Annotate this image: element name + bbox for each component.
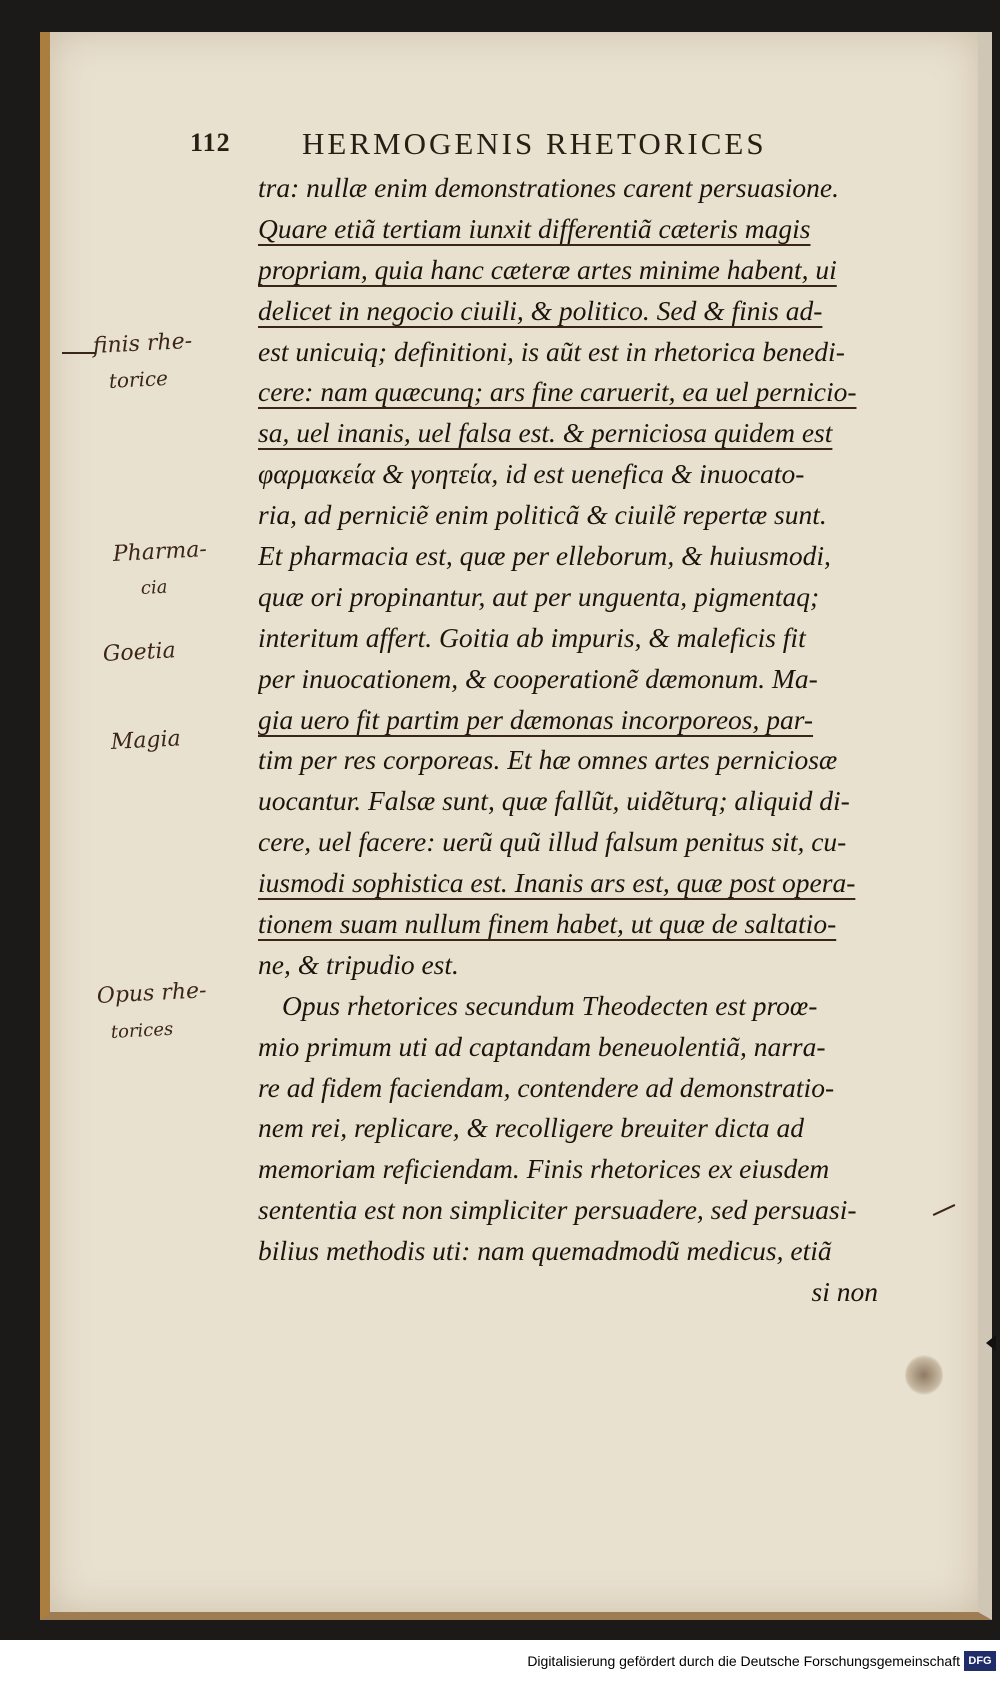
margin-note: Goetia (102, 638, 177, 667)
text-line: per inuocationem, & cooperationẽ dæmonum. Ma- (258, 662, 818, 694)
margin-note: finis rhe- (92, 328, 193, 359)
text-line: Et pharmacia est, quæ per elleborum, & huiusmodi, (258, 540, 831, 572)
text-line: memoriam reficiendam. Finis rhetorices ex eiusdem (258, 1153, 830, 1185)
text-line: nem rei, replicare, & recolligere breuiter dicta ad (258, 1112, 805, 1144)
running-title: HERMOGENIS RHETORICES (302, 126, 767, 161)
text-line: φαρμακεία & γοητεία, id est uenefica & inuocato- (258, 458, 805, 490)
margin-note: cia (140, 576, 168, 599)
catchword: si non (811, 1276, 878, 1308)
page-stain (905, 1355, 943, 1395)
text-line: gia uero fit partim per dæmonas incorporeos, par- (258, 703, 814, 735)
text-line: delicet in negocio ciuili, & politico. Sed & finis ad- (258, 294, 823, 326)
footer (0, 1643, 1000, 1681)
dfg-logo: DFG (964, 1651, 996, 1671)
margin-note: torices (110, 1018, 174, 1043)
page-edge-marker (986, 1335, 996, 1351)
text-line: tra: nullæ enim demonstrationes carent persuasione. (258, 172, 840, 203)
margin-note: torice (108, 365, 169, 393)
text-line: Opus rhetorices secundum Theodecten est proœ- (282, 989, 818, 1021)
text-line: Quare etiã tertiam iunxit differentiã cæteris magis (258, 212, 811, 244)
text-line: sa, uel inanis, uel falsa est. & perniciosa quidem est (258, 417, 833, 449)
text-line: mio primum uti ad captandam beneuolentiã, narra- (258, 1030, 826, 1062)
funding-credit: Digitalisierung gefördert durch die Deutsche Forschungsgemeinschaft (527, 1653, 960, 1669)
text-line: uocantur. Falsæ sunt, quæ fallũt, uidẽturq; aliquid di- (258, 785, 850, 817)
text-line: bilius methodis uti: nam quemadmodũ medicus, etiã (258, 1235, 832, 1267)
margin-note: Magia (110, 726, 182, 755)
margin-note: Opus rhe- (96, 978, 208, 1009)
text-line: tionem suam nullum finem habet, ut quæ de saltatio- (258, 908, 837, 940)
margin-dash (62, 352, 96, 354)
text-line: iusmodi sophistica est. Inanis ars est, quæ post opera- (258, 867, 856, 899)
text-line: est unicuiq; definitioni, is aũt est in rhetorica benedi- (258, 335, 845, 367)
text-line: propriam, quia hanc cæteræ artes minime habent, ui (258, 253, 837, 285)
margin-note: Pharma- (112, 537, 208, 567)
text-line: ne, & tripudio est. (258, 948, 459, 980)
text-line: cere, uel facere: uerũ quũ illud falsum penitus sit, cu- (258, 826, 847, 858)
text-line: quæ ori propinantur, aut per unguenta, pigmentaq; (258, 580, 820, 612)
page-header (190, 126, 890, 166)
text-line: cere: nam quæcunq; ars fine caruerit, ea uel pernicio- (258, 376, 857, 408)
page-number: 112 (190, 128, 231, 157)
text-line: ria, ad perniciẽ enim politicã & ciuilẽ repertæ sunt. (258, 499, 827, 531)
text-line: interitum affert. Goitia ab impuris, & maleficis fit (258, 621, 806, 653)
text-line: re ad fidem faciendam, contendere ad demonstratio- (258, 1071, 835, 1103)
text-line: tim per res corporeas. Et hæ omnes artes perniciosæ (258, 744, 838, 776)
main-text (258, 168, 898, 1313)
text-line: sententia est non simpliciter persuadere, sed persuasi- (258, 1194, 857, 1226)
